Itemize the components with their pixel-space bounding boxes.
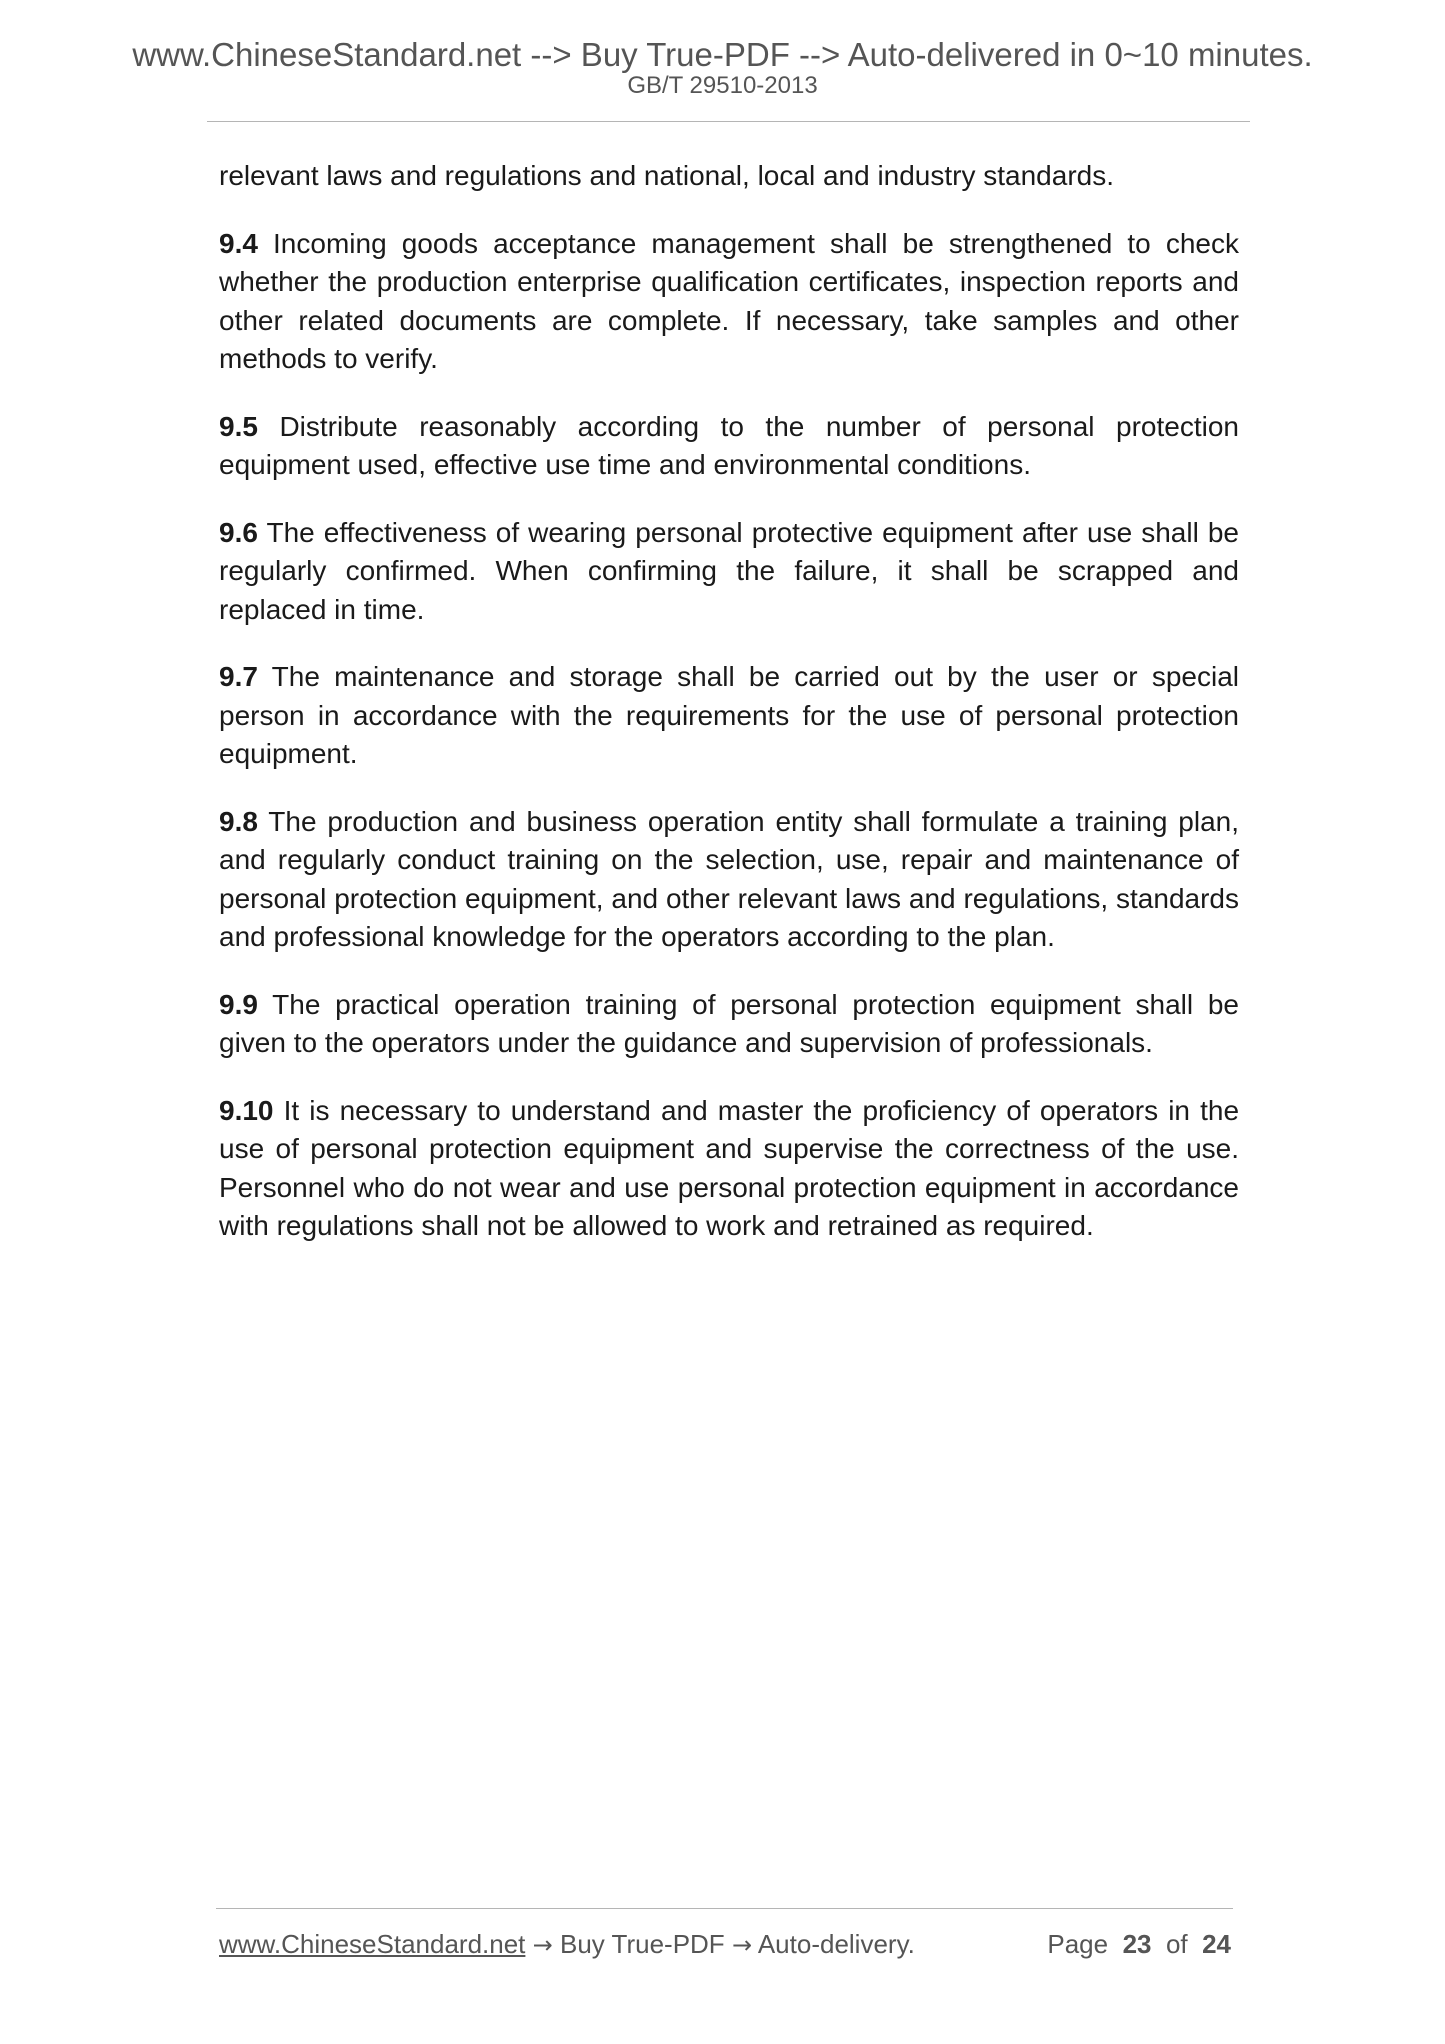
clause-9-7 — [219, 658, 1239, 774]
footer-site-link[interactable]: www.ChineseStandard.net — [219, 1929, 526, 1959]
clause-number: 9.8 — [219, 805, 258, 837]
footer-delivery-text: Auto-delivery. — [757, 1929, 915, 1959]
page-current: 23 — [1122, 1929, 1152, 1959]
page-of-label: of — [1165, 1929, 1188, 1959]
page-content — [219, 157, 1239, 1275]
clause-number: 9.4 — [219, 227, 258, 259]
clause-9-4 — [219, 225, 1239, 379]
page-footer — [219, 1929, 1231, 1960]
clause-number: 9.5 — [219, 410, 258, 442]
clause-number: 9.10 — [219, 1094, 274, 1126]
footer-buy-text: Buy True-PDF — [559, 1929, 725, 1959]
page-label: Page — [1047, 1929, 1109, 1959]
clause-number: 9.9 — [219, 988, 258, 1020]
arrow-right-icon: → — [731, 1931, 753, 1959]
arrow-right-icon: → — [532, 1931, 553, 1959]
clause-9-6 — [219, 514, 1239, 630]
clause-text: Distribute reasonably according to the number of personal protection equipment used, effective use time and environmental conditions. — [219, 410, 1239, 480]
clause-9-8 — [219, 803, 1239, 957]
footer-divider — [216, 1908, 1233, 1909]
page-indicator — [1047, 1929, 1231, 1960]
page-total: 24 — [1202, 1929, 1231, 1959]
clause-number: 9.7 — [219, 661, 258, 692]
clause-9-9 — [219, 986, 1239, 1063]
header-divider — [207, 121, 1250, 122]
clause-9-10 — [219, 1092, 1239, 1246]
clause-text: Incoming goods acceptance management shall be strengthened to check whether the production enterprise qualification certificates, inspection reports and other related documents are complete. If necessary, take samples and other methods to verify. — [219, 227, 1239, 374]
clause-text: The maintenance and storage shall be carried out by the user or special person in accordance with the requirements for the use of personal protection equipment. — [219, 661, 1239, 769]
clause-number: 9.6 — [219, 516, 258, 548]
continuation-paragraph: relevant laws and regulations and national, local and industry standards. — [219, 160, 1115, 191]
clause-text: The production and business operation entity shall formulate a training plan, and regularly conduct training on the selection, use, repair and maintenance of personal protection equipment, and other relevant laws and regulations, standards and professional knowledge for the operators according to the plan. — [219, 805, 1239, 952]
document-code: GB/T 29510-2013 — [627, 72, 818, 99]
clause-text: The effectiveness of wearing personal protective equipment after use shall be regularly confirmed. When confirming the failure, it shall be scrapped and replaced in time. — [219, 516, 1239, 625]
clause-text: The practical operation training of personal protection equipment shall be given to the operators under the guidance and supervision of professionals. — [219, 988, 1239, 1058]
site-banner: www.ChineseStandard.net --> Buy True-PDF --> Auto-delivered in 0~10 minutes. — [132, 36, 1313, 73]
clause-text: It is necessary to understand and master the proficiency of operators in the use of personal protection equipment and supervise the correctness of the use. Personnel who do not wear and use personal protection equipment in accordance with regulations shall not be allowed to work and retrained as required. — [219, 1094, 1240, 1241]
clause-9-5 — [219, 408, 1239, 485]
